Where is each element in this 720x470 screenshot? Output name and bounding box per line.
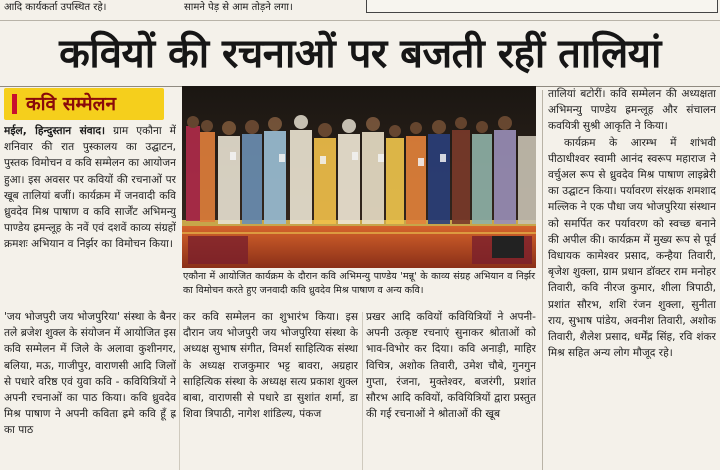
dateline: मईल, हिन्दुस्तान संवाद। [4, 125, 106, 137]
column-divider-3 [542, 90, 543, 470]
column-3-text: प्रखर आदि कवियों कवियित्रियों ने अपनी-अपनी उत्कृष्ट रचनाएं सुनाकर श्रोताओं को भाव-विभोर कर दिया। कवि अनाड़ी, माहिर विचित्र, अशोक तिवारी, उमेश चौबे, गुनगुन गुप्ता, रंजना, मुक्तेश्वर, बजरंगी, प्रशांत सौरभ आदि कवियों, कवियित्रियों द्वारा प्रस्तुत की गई रचनाओं ने श्रोताओं की खूब [366, 311, 536, 421]
column-1-bottom-text: 'जय भोजपुरी जय भोजपुरिया' संस्था के बैनर तले ब्रजेश शुक्ल के संयोजन में आयोजित इस कवि सम्मेलन में जिले के अलावा कुशीनगर, बलिया, मऊ, गाजीपुर, वाराणसी आदि जिलों से पधारे वरिष्ठ एवं युवा कवि - कवियित्रियों ने अपनी रचनाओं का पाठ किया। कवि ध्रुवदेव मिश्र पाषाण ने अपनी कविता ह्रमे कवि हूँ ह्र का पाठ [4, 311, 176, 437]
top-strip [0, 0, 720, 20]
divider-top [0, 20, 720, 21]
article-column-4 [548, 86, 716, 470]
prev-article-tail-middle: सामने पेड़ से आम तोड़ने लगा। [184, 2, 293, 13]
event-photo-illustration [182, 86, 536, 268]
column-divider-1 [179, 312, 180, 470]
event-photo [182, 86, 536, 268]
article-column-3 [366, 309, 536, 470]
prev-article-box [366, 0, 718, 13]
column-2-text: कर कवि सम्मेलन का शुभारंभ किया। इस दौरान जय भोजपुरी जय भोजपुरिया संस्था के अध्यक्ष सुभाष संगीत, विमर्श साहित्यिक संस्था के अध्यक्ष राजकुमार भट्ट बावरा, अग्रहार साहित्यिक संस्था के अध्यक्ष सत्य प्रकाश शुक्ल बाबा, वाराणसी से पधारे डा सुशांत शर्मा, डा शिवा त्रिपाठी, नागेश शांडिल्य, पंकज [183, 311, 358, 421]
column-4-para-2: कार्यक्रम के आरम्भ में शांभवी पीठाधीश्वर स्वामी आनंद स्वरूप महाराज ने वर्चुअल रूप से ध्रुवदेव मिश्र पाषाण लाइब्रेरी का उद्घाटन किया। पर्यावरण संरक्षक शमशाद मल्लिक ने एक पौधा जय भोजपुरिया संस्थान को समर्पित कर पर्यावरण को स्वच्छ बनाने की अपील की। कार्यक्रम में मुख्य रूप से पूर्व विधायक कामेश्वर प्रसाद, कन्हैया तिवारी, बृजेश शुक्ला, ग्राम प्रधान डॉक्टर राम मनोहर तिवारी, कवि नीरज कुमार, शीला त्रिपाठी, प्रशांत सौरभ, शशि रंजन शुक्ला, सुनीता राय, सुभाष पांडेय, अवनीश तिवारी, अशोक तिवारी, शैलेश प्रसाद, धर्मेंद्र सिंह, रवि शंकर मिश्र सहित अन्य लोग मौजूद रहे। [548, 136, 716, 360]
article-column-1-bottom [4, 309, 176, 470]
column-4-para-1: तालियां बटोरीं। कवि सम्मेलन की अध्यक्षता अभिमन्यु पाण्डेय ह्रमन्लूह और संचालन कवयित्री सुश्री आकृति ने किया। [548, 88, 716, 133]
section-tag [4, 88, 164, 120]
section-tag-label: कवि सम्मेलन [26, 93, 117, 115]
headline: कवियों की रचनाओं पर बजती रहीं तालियां [59, 31, 661, 77]
tag-marker-bar [12, 94, 17, 114]
article-column-2 [183, 309, 358, 470]
column-divider-2 [362, 312, 363, 470]
column-1-intro-text: ग्राम एकौना में शनिवार की रात पुस्कालय का उद्घाटन, पुस्तक विमोचन व कवि सम्मेलन का आयोजन हुआ। इस अवसर पर कवियों की रचनाओं पर खूब तालियां बजीं। कार्यक्रम में जनवादी कवि ध्रुवदेव मिश्र पाषाण व कवि सार्जेंट अभिमन्यु पाण्डेय ह्रमन्लूह के नवें एवं दशवें काव्य संग्रहों क्रमशः अभियान व निर्झर का विमोचन किया। [4, 125, 176, 251]
photo-caption: एकौना में आयोजित कार्यक्रम के दौरान कवि अभिमन्यु पाण्डेय 'मन्नू' के काव्य संग्रह अभियान व निर्झर का विमोचन करते हुए जनवादी कवि ध्रुवदेव मिश्र पाषाण व अन्य कवि। [183, 271, 535, 296]
article-column-1-top [4, 123, 176, 309]
prev-article-tail-left: आदि कार्यकर्ता उपस्थित रहे। [4, 2, 107, 13]
